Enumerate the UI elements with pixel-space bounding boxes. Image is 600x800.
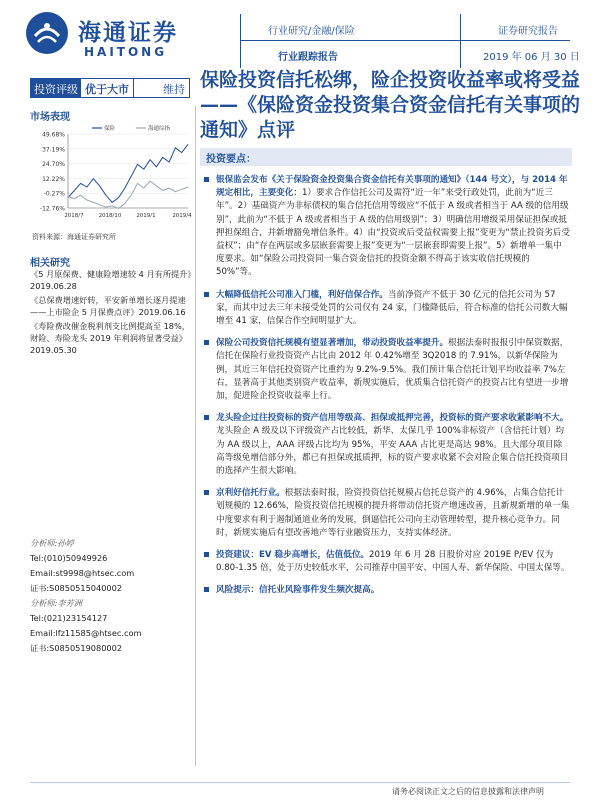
legal-disclaimer: 请务必阅读正文之后的信息披露和法律声明 <box>392 787 544 796</box>
rating-label: 投资评级 <box>31 79 81 97</box>
logo-emblem-icon <box>26 12 68 54</box>
key-point-lead: 风险提示：信托业风险事件发生频次提高。 <box>216 585 380 596</box>
haitong-logo <box>26 12 226 68</box>
footer-divider <box>30 782 570 783</box>
logo-english-name: HAITONG <box>84 45 168 59</box>
analyst-tel: Tel:(021)23154127 <box>30 613 108 623</box>
key-point-text: 根据法泰时报，险资投资信托规模占信托总资产的 4.96%，占集合信托计划规模的 12.66%，险资投资信托规模的提升将带动信托资产增速改善，且新规新增的单一集中度要求有利于遏制通道业务的发展，倒逼信托公司向主动管理转型，提升核心竞争力。同时，新规实施后有望改善地产等行业融资压力，支持实体经济。 <box>216 488 570 538</box>
key-point-paragraph <box>204 584 570 597</box>
key-point-paragraph <box>204 549 570 575</box>
rating-value: 优于大市 <box>81 79 134 97</box>
header-divider-left <box>240 14 241 68</box>
related-research-item[interactable]: 《总保费增速好转，平安新单增长逐月提速——上市险企 5 月保费点评》2019.06.16 <box>30 295 186 317</box>
key-point-lead: 保险公司投资信托规模有望显著增加，带动投资收益率提升。 <box>216 338 449 349</box>
chart-y-tick-label: -12.76% <box>39 205 65 213</box>
key-point-paragraph <box>204 337 570 403</box>
key-point-paragraph <box>204 412 570 478</box>
key-points-body <box>204 174 570 607</box>
report-date: 2019 年 06 月 30 日 <box>483 52 580 63</box>
bullet-square-icon <box>204 587 209 592</box>
report-title: 保险投资信托松绑，险企投资收益率或将受益——《保险资金投资集合资金信托有关事项的通知》点评 <box>200 69 581 141</box>
key-point-lead: 大幅降低信托公司准入门槛，利好信保合作。 <box>216 289 388 300</box>
chart-y-tick-label: 24.70% <box>42 161 65 169</box>
key-point-text: 2019 年 6 月 28 日股价对应 2019E P/EV 仅为 0.80-1.35 倍，处于历史较低水平，公司推荐中国平安、中国人寿、新华保险、中国太保等。 <box>216 550 570 574</box>
report-type: 证券研究报告 <box>498 26 558 37</box>
chart-x-tick-label: 2018/7 <box>64 213 84 219</box>
key-point-paragraph <box>204 174 570 280</box>
key-point-text: 根据法泰时报报引中保资数据，信托在保险行业投资资产占比由 2012 年 0.42%增至 3Q2018 的 7.91%，以新华保险为例，其近三年信托投资资产比重约为 9.2%-9.5%。我们预计集合信托计划平均收益率 7%左右，显著高于其他类别资产收益率，新规实施后，优质集合信托资产的投资占比有望进一步增加，促进险企投资收益率上行。 <box>216 338 569 402</box>
analyst-email[interactable]: Email:st9998@htsec.com <box>30 568 135 578</box>
key-point-lead: 投资建议：EV 稳步高增长，估值低位。 <box>216 550 370 561</box>
chart-y-tick-label: -0.27% <box>43 190 65 198</box>
chart-svg <box>32 124 192 224</box>
bullet-square-icon <box>204 415 209 420</box>
market-performance-heading: 市场表现 <box>30 112 70 123</box>
chart-x-tick-label: 2018/10 <box>98 213 122 219</box>
chart-x-tick-label: 2019/1 <box>136 213 156 219</box>
report-type-tag: 行业跟踪报告 <box>278 52 338 63</box>
key-point-lead: 京利好信托行业。 <box>216 488 285 499</box>
related-research-heading: 相关研究 <box>30 258 70 269</box>
related-research-list <box>30 268 195 358</box>
key-point-lead: 银保监会发布《关于保险资金投资集合资金信托有关事项的通知》（144 号文），与 2014 年规定相比，主要变化： <box>216 175 568 199</box>
related-research-item[interactable]: 《寿险费改催金税利剂支比例提高至 18%，财险、寿险龙头 2019 年利润将显著受益》2019.05.30 <box>30 321 190 355</box>
key-point-paragraph <box>204 289 570 329</box>
report-category: 行业研究/金融/保险 <box>268 26 355 37</box>
column-divider <box>195 106 196 766</box>
analyst-cert: 证书:S0850519080002 <box>30 643 123 653</box>
chart-series-line <box>68 181 188 208</box>
chart-y-tick-label: 49.68% <box>42 131 65 139</box>
key-points-heading: 投资要点： <box>206 154 256 165</box>
key-point-text: 当前净资产不低于 30 亿元的信托公司为 57 家，而其中过去三年未接受处罚的公司仅有 24 家，门槛降低后，符合标准的信托公司数大幅增至 41 家，信保合作空间明显扩大。 <box>216 289 568 327</box>
logo-chinese-name: 海通证券 <box>78 19 178 46</box>
analyst-name: 分析师:李芳洲 <box>30 598 82 608</box>
related-research-item[interactable]: 《5 月原保费、健康险增速较 4 月有所提升》2019.06.28 <box>30 269 192 291</box>
key-point-text: 龙头险企 A 级及以下评级资产占比较低，新华、太保几乎 100%非标资产（含信托计划）均为 AA 级以上，AAA 评级占比均为 95%，平安 AAA 占比更是高达 98%。且大部分项目除高等级免增信部分外，都已有担保或抵质押，标的资产要求收紧不会对险企集合信托投资项目的选择产生很大影响。 <box>216 426 569 477</box>
bullet-square-icon <box>204 177 209 182</box>
key-point-text: 1）要求合作信托公司及需符“近一年”来受行政处罚，此前为“近三年”。2）基础资产为非标债权的集合信托信用等级应“不低于 A 级或者相当于 AA 级的信用级别”，此前为“不低于 A 级或者相当于 A 级的信用级别”；3）明确信用增级采用保证担保或抵押担保组合，并新增豁免增信条件。4）由“投资或后受益权需要上报”变更为“禁止投资劣后受益权”；由“存在两层或多层嵌套需要上报”变更为“一层嵌套即需要上报”。5）新增单一集中度要求。如“保险公司投资同一集合资金信托的投资金额不得高于该实收信托规模的 50%”等。 <box>216 188 570 278</box>
header-divider-horizontal <box>240 40 570 41</box>
rating-status: 维持 <box>163 83 185 96</box>
investment-rating <box>30 78 190 98</box>
analyst-email[interactable]: Email:lfz11585@htsec.com <box>30 628 142 638</box>
bullet-square-icon <box>204 292 209 297</box>
header-divider-right <box>460 14 461 68</box>
analyst-tel: Tel:(010)50949926 <box>30 553 108 563</box>
chart-y-tick-label: 37.19% <box>42 146 65 154</box>
chart-legend-label: 保险 <box>104 126 116 132</box>
key-point-paragraph <box>204 487 570 540</box>
bullet-square-icon <box>204 490 209 495</box>
bullet-square-icon <box>204 552 209 557</box>
chart-y-tick-label: 12.22% <box>42 175 65 183</box>
analyst-contacts <box>30 536 195 656</box>
analyst-cert: 证书:S0850515040002 <box>30 583 123 593</box>
market-performance-chart <box>32 124 192 224</box>
key-point-lead: 龙头险企过往投资标的资产信用等级高、担保或抵押完善，投资标的资产要求收紧影响不大。 <box>216 413 569 424</box>
chart-series-line <box>68 144 188 202</box>
bullet-square-icon <box>204 340 209 345</box>
chart-x-tick-label: 2019/4 <box>172 213 192 219</box>
analyst-name: 分析师:孙婷 <box>30 538 74 548</box>
chart-source: 资料来源：海通证券研究所 <box>32 233 116 241</box>
chart-legend-label: 海通综指 <box>148 126 171 132</box>
